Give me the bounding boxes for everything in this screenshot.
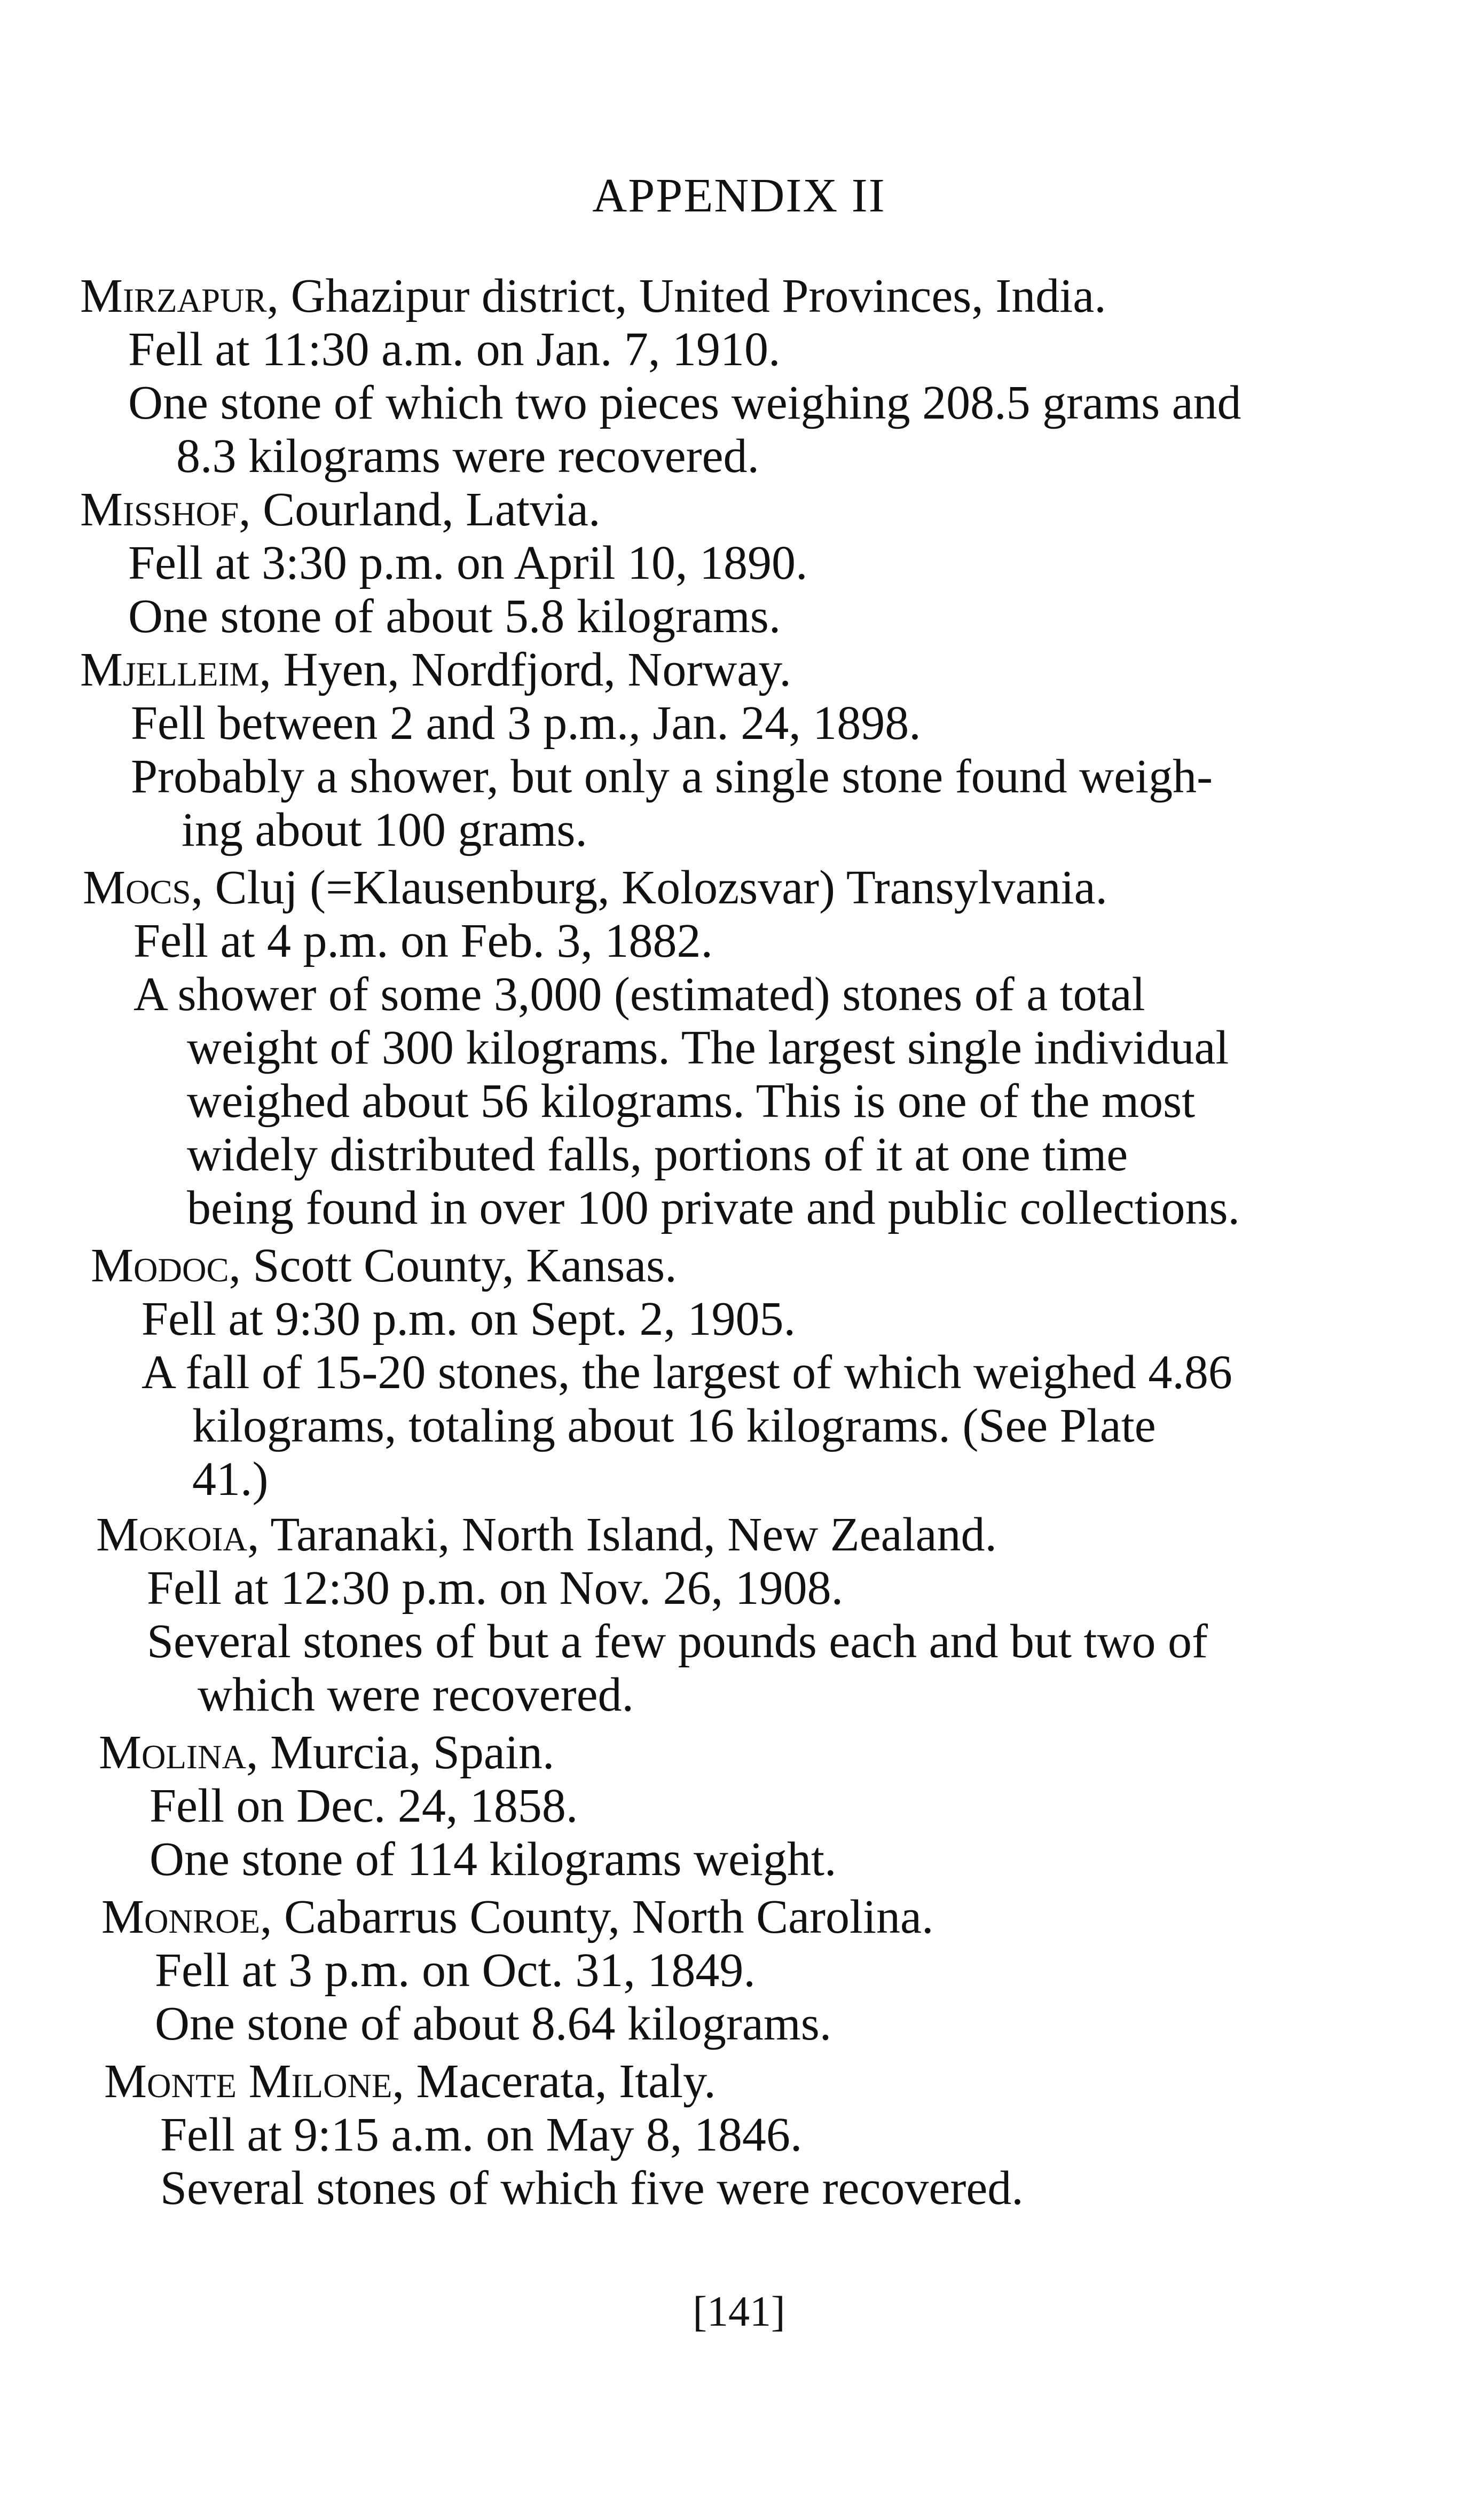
page-header: APPENDIX II — [592, 169, 886, 222]
entry-mocs — [83, 861, 1478, 1235]
entry-desc-line: A fall of 15-20 stones, the largest of which weighed 4.86 — [141, 1346, 1232, 1399]
entry-heading — [80, 643, 1478, 697]
entry-desc-line: widely distributed falls, portions of it at one time — [187, 1128, 1128, 1181]
entry-desc-line: One stone of 114 kilograms weight. — [150, 1833, 837, 1886]
entry-desc-line: 8.3 kilograms were recovered. — [176, 430, 760, 483]
entry-heading — [80, 483, 1478, 537]
meteorite-entries — [0, 270, 1478, 2215]
entry-location: , Cabarrus County, North Carolina. — [260, 1891, 934, 1943]
entry-name: Monte Milone — [104, 2055, 392, 2108]
entry-fell: Fell at 9:30 p.m. on Sept. 2, 1905. — [141, 1293, 796, 1345]
entry-heading — [101, 1891, 1478, 1944]
entry-name: Mirzapur — [80, 270, 267, 322]
entry-monte-milone — [104, 2055, 1478, 2215]
entry-location: , Ghazipur district, United Provinces, India. — [266, 270, 1106, 322]
entry-fell: Fell at 9:15 a.m. on May 8, 1846. — [160, 2108, 803, 2161]
entry-location: , Taranaki, North Island, New Zealand. — [247, 1508, 997, 1561]
entry-heading — [83, 861, 1478, 915]
entry-name: Mjelleim — [80, 643, 260, 696]
entry-desc-line: A shower of some 3,000 (estimated) stones of a total — [133, 968, 1145, 1021]
entry-misshof — [80, 483, 1478, 643]
entry-mokoia — [96, 1508, 1478, 1722]
entry-heading — [96, 1508, 1478, 1562]
entry-desc-line: which were recovered. — [198, 1668, 634, 1721]
entry-fell: Fell at 3:30 p.m. on April 10, 1890. — [128, 537, 808, 589]
entry-heading — [80, 270, 1478, 323]
entry-desc-line: ing about 100 grams. — [182, 804, 587, 856]
entry-fell: Fell at 11:30 a.m. on Jan. 7, 1910. — [128, 323, 781, 376]
entry-monroe — [101, 1891, 1478, 2051]
entry-modoc — [91, 1239, 1478, 1506]
entry-location: , Murcia, Spain. — [246, 1726, 555, 1779]
entry-fell: Fell at 4 p.m. on Feb. 3, 1882. — [133, 915, 713, 967]
entry-location: , Macerata, Italy. — [392, 2055, 716, 2108]
entry-name: Molina — [99, 1726, 246, 1779]
entry-desc-line: weight of 300 kilograms. The largest single individual — [187, 1021, 1229, 1074]
entry-desc-line: One stone of about 5.8 kilograms. — [128, 590, 781, 643]
entry-mirzapur — [80, 270, 1478, 483]
entry-desc-line: Several stones of which five were recovered. — [160, 2162, 1024, 2215]
entry-name: Monroe — [101, 1891, 261, 1943]
entry-location: , Cluj (=Klausenburg, Kolozsvar) Transylvania. — [191, 861, 1108, 914]
entry-heading — [91, 1239, 1478, 1293]
entry-desc-line: Probably a shower, but only a single stone found weigh- — [131, 750, 1213, 803]
entry-location: , Hyen, Nordfjord, Norway. — [259, 643, 791, 696]
entry-location: , Courland, Latvia. — [239, 483, 601, 536]
entry-location: , Scott County, Kansas. — [229, 1239, 677, 1292]
entry-desc-line: 41.) — [192, 1453, 269, 1506]
entry-desc-line: One stone of which two pieces weighing 208.5 grams and — [128, 376, 1241, 429]
entry-name: Misshof — [80, 483, 239, 536]
entry-name: Modoc — [91, 1239, 229, 1292]
entry-fell: Fell on Dec. 24, 1858. — [150, 1779, 578, 1832]
entry-name: Mocs — [83, 861, 191, 914]
entry-heading — [99, 1726, 1478, 1779]
entry-desc-line: Several stones of but a few pounds each and but two of — [147, 1615, 1208, 1668]
entry-mjelleim — [80, 643, 1478, 857]
page-number: [141] — [693, 2288, 785, 2335]
entry-fell: Fell at 3 p.m. on Oct. 31, 1849. — [155, 1944, 756, 1997]
entry-desc-line: weighed about 56 kilograms. This is one of the most — [187, 1075, 1196, 1128]
entry-name: Mokoia — [96, 1508, 247, 1561]
entry-desc-line: being found in over 100 private and public collections. — [187, 1182, 1240, 1234]
entry-desc-line: One stone of about 8.64 kilograms. — [155, 1997, 832, 2050]
entry-fell: Fell between 2 and 3 p.m., Jan. 24, 1898. — [131, 697, 921, 750]
entry-heading — [104, 2055, 1478, 2108]
entry-molina — [99, 1726, 1478, 1886]
entry-fell: Fell at 12:30 p.m. on Nov. 26, 1908. — [147, 1562, 844, 1615]
entry-desc-line: kilograms, totaling about 16 kilograms. (See Plate — [192, 1399, 1156, 1452]
